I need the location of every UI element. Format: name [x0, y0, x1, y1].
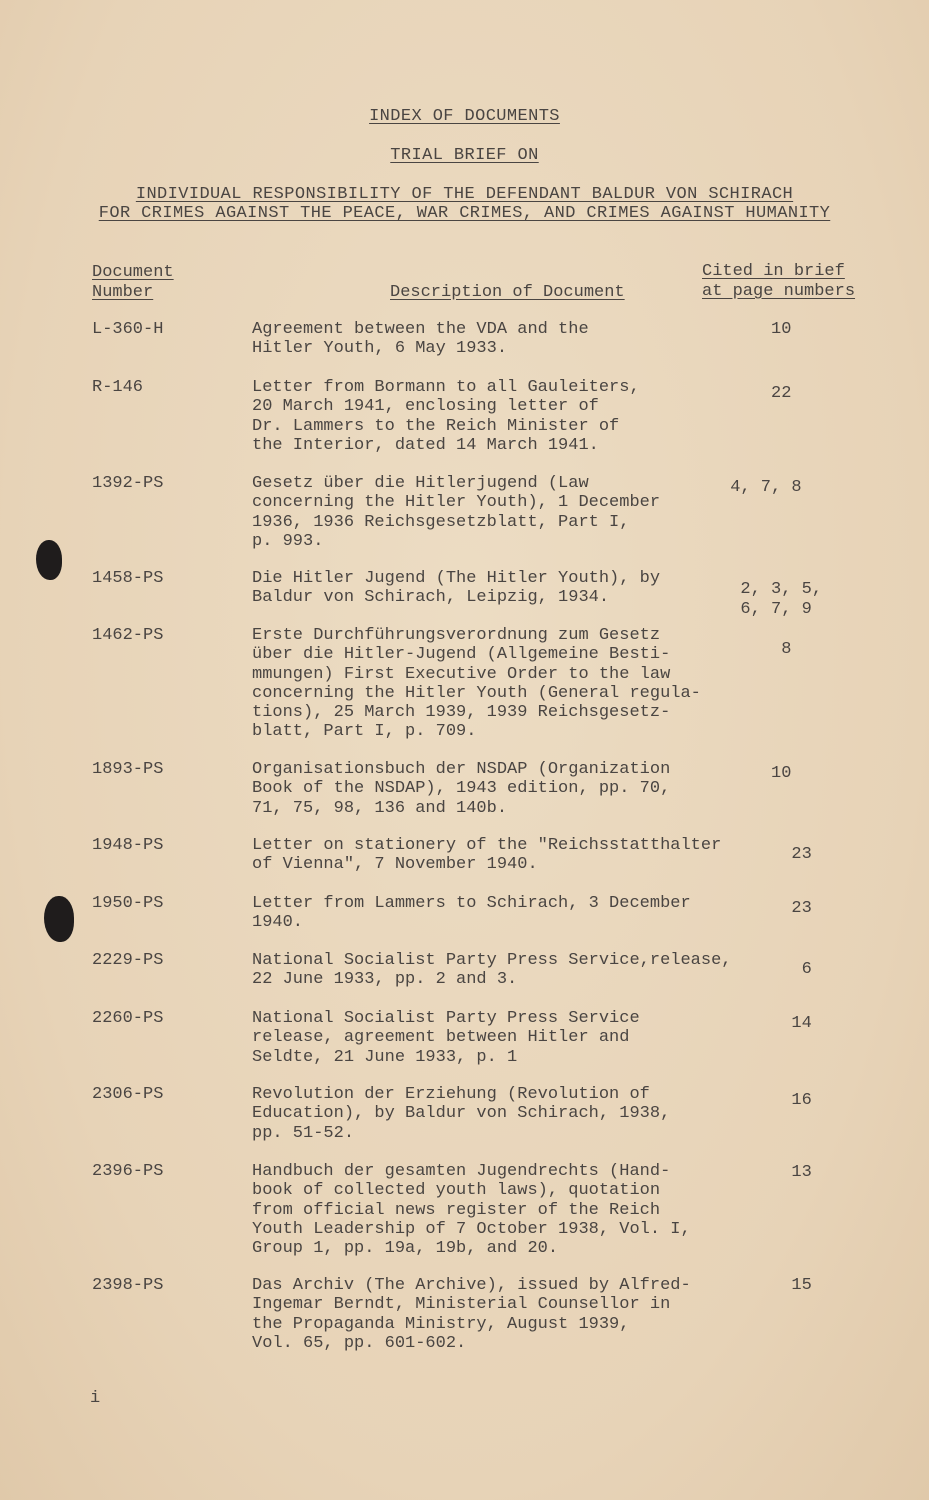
document-description: Handbuch der gesamten Jugendrechts (Hand- book of collected youth laws), quotation from official news register of the Reich Youth Leadership of 7 October 1938, Vol. I, Group 1, pp. 19a, 19b, and 20.: [252, 1162, 691, 1259]
document-number: R-146: [92, 378, 144, 397]
cited-pages: 2, 3, 5, 6, 7, 9: [740, 580, 823, 619]
index-title: INDEX OF DOCUMENTS: [369, 107, 560, 126]
document-number: 1392-PS: [92, 474, 164, 493]
cited-pages: 10: [720, 764, 792, 783]
document-number: 1462-PS: [92, 626, 164, 645]
document-description: Letter on stationery of the "Reichsstatthalter of Vienna", 7 November 1940.: [252, 836, 722, 875]
document-number: 2229-PS: [92, 951, 164, 970]
document-number: 1950-PS: [92, 894, 164, 913]
document-description: Letter from Lammers to Schirach, 3 December 1940.: [252, 894, 691, 933]
cited-pages: 13: [720, 1163, 812, 1182]
cited-pages: 8: [720, 640, 792, 659]
document-number: 1948-PS: [92, 836, 164, 855]
cited-pages: 10: [720, 320, 792, 339]
cited-pages: 23: [720, 899, 812, 918]
document-description: Agreement between the VDA and the Hitler Youth, 6 May 1933.: [252, 320, 589, 359]
punch-hole-mark: [36, 540, 62, 580]
document-description: Revolution der Erziehung (Revolution of Education), by Baldur von Schirach, 1938, pp. 51-52.: [252, 1085, 671, 1143]
brief-heading-line2: FOR CRIMES AGAINST THE PEACE, WAR CRIMES, AND CRIMES AGAINST HUMANITY: [98, 204, 831, 223]
column-header-cited: Cited in brief at page numbers: [702, 262, 856, 301]
column-header-description: Description of Document: [390, 283, 625, 302]
cited-pages: 6: [720, 960, 812, 979]
document-description: National Socialist Party Press Service,release, 22 June 1933, pp. 2 and 3.: [252, 951, 732, 990]
document-description: National Socialist Party Press Service release, agreement between Hitler and Seldte, 21 June 1933, p. 1: [252, 1009, 640, 1067]
document-description: Organisationsbuch der NSDAP (Organization Book of the NSDAP), 1943 edition, pp. 70, 71, 75, 98, 136 and 140b.: [252, 760, 671, 818]
cited-pages: 4, 7, 8: [720, 478, 802, 497]
page-number: i: [90, 1389, 101, 1408]
document-number: 2306-PS: [92, 1085, 164, 1104]
cited-pages: 22: [720, 384, 792, 403]
cited-pages: 15: [720, 1276, 812, 1295]
document-number: L-360-H: [92, 320, 164, 339]
document-number: 1893-PS: [92, 760, 164, 779]
cited-pages: 23: [720, 845, 812, 864]
cited-pages: 16: [720, 1091, 812, 1110]
document-description: Letter from Bormann to all Gauleiters, 20 March 1941, enclosing letter of Dr. Lammers to the Reich Minister of the Interior, dated 14 March 1941.: [252, 378, 640, 455]
punch-hole-mark: [44, 896, 74, 942]
column-header-number: Document Number: [92, 263, 174, 302]
document-description: Erste Durchführungsverordnung zum Gesetz über die Hitler-Jugend (Allgemeine Besti- mmungen) First Executive Order to the law concerning the Hitler Youth (General regula- tions), 25 March 1939, 1939 Reichsgesetz- blatt, Part I, p. 709.: [252, 626, 701, 742]
brief-subtitle: TRIAL BRIEF ON: [390, 146, 539, 165]
document-number: 1458-PS: [92, 569, 164, 588]
document-description: Das Archiv (The Archive), issued by Alfred- Ingemar Berndt, Ministerial Counsellor in the Propaganda Ministry, August 1939, Vol. 65, pp. 601-602.: [252, 1276, 691, 1353]
document-description: Gesetz über die Hitlerjugend (Law concerning the Hitler Youth), 1 December 1936, 1936 Reichsgesetzblatt, Part I, p. 993.: [252, 474, 661, 551]
document-number: 2396-PS: [92, 1162, 164, 1181]
cited-pages: 14: [720, 1014, 812, 1033]
brief-heading-line1: INDIVIDUAL RESPONSIBILITY OF THE DEFENDANT BALDUR VON SCHIRACH: [135, 185, 794, 204]
document-description: Die Hitler Jugend (The Hitler Youth), by Baldur von Schirach, Leipzig, 1934.: [252, 569, 661, 608]
document-number: 2260-PS: [92, 1009, 164, 1028]
document-number: 2398-PS: [92, 1276, 164, 1295]
